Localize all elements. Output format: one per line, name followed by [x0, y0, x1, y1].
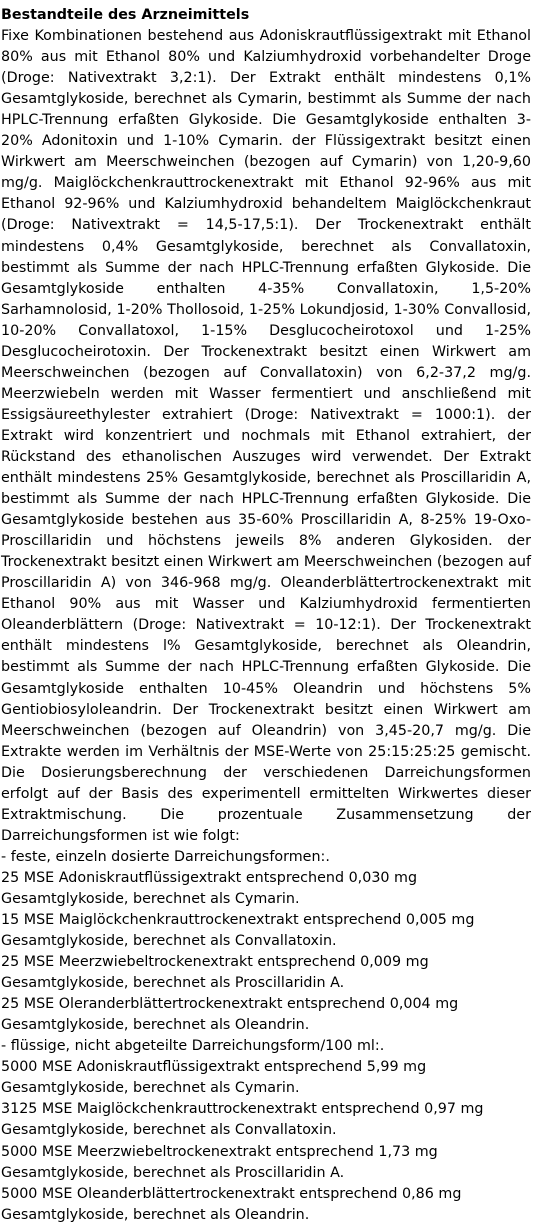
list-item: 15 MSE Maiglöckchenkrauttrockenextrakt entsprechend 0,005 mg Gesamtglykoside, berechnet als Convallatoxin. — [1, 912, 475, 950]
list-item: 5000 MSE Adoniskrautflüssigextrakt entsprechend 5,99 mg Gesamtglykoside, berechnet als Cymarin. — [1, 1059, 427, 1097]
list-item: 5000 MSE Oleanderblättertrockenextrakt entsprechend 0,86 mg Gesamtglykoside, berechnet als Oleandrin. — [1, 1185, 462, 1223]
list-item: 3125 MSE Maiglöckchenkrauttrockenextrakt entsprechend 0,97 mg Gesamtglykoside, berechnet als Convallatoxin. — [1, 1101, 484, 1139]
list-item: 25 MSE Oleranderblättertrockenextrakt entsprechend 0,004 mg Gesamtglykoside, berechnet als Oleandrin. — [1, 996, 459, 1034]
liquid-form-heading: - flüssige, nicht abgeteilte Darreichungsform/100 ml:. — [1, 1038, 385, 1055]
composition-paragraph: Fixe Kombinationen bestehend aus Adoniskrautflüssigextrakt mit Ethanol 80% aus mit Ethanol 80% und Kalziumhydroxid vorbehandelter Droge (Droge: Nativextrakt 3,2:1). Der Extrakt enthält mindestens 0,1% Gesamtglykoside, berechnet als Cymarin, bestimmt als Summe der nach HPLC-Trennung erfaßten Glykoside. Die Gesamtglykoside enthalten 3-20% Adonitoxin und 1-10% Cymarin. der Flüssigextrakt besitzt einen Wirkwert am Meerschweinchen (bezogen auf Cymarin) von 1,20-9,60 mg/g. Maiglöckchenkrauttrockenextrakt mit Ethanol 92-96% aus mit Ethanol 92-96% und Kalziumhydroxid behandeltem Maiglöckchenkraut (Droge: Nativextrakt = 14,5-17,5:1). Der Trockenextrakt enthält mindestens 0,4% Gesamtglykoside, berechnet als Convallatoxin, bestimmt als Summe der nach HPLC-Trennung erfaßten Glykoside. Die Gesamtglykoside enthalten 4-35% Convallatoxin, 1,5-20% Sarhamnolosid, 1-20% Thollosoid, 1-25% Lokundjosid, 1-30% Convallosid, 10-20% Convallatoxol, 1-15% Desglucocheirotoxol und 1-25% Desglucocheirotoxin. Der Trockenextrakt besitzt einen Wirkwert am Meerschweinchen (bezogen auf Convallatoxin) von 6,2-37,2 mg/g. Meerzwiebeln werden mit Wasser fermentiert und anschließend mit Essigsäureethylester extrahiert (Droge: Nativextrakt = 1000:1). der Extrakt wird konzentriert und nochmals mit Ethanol extrahiert, der Rückstand des ethanolischen Auszuges wird verwendet. Der Extrakt enthält mindestens 25% Gesamtglykoside, berechnet als Proscillaridin A, bestimmt als Summe der nach HPLC-Trennung erfaßten Glykoside. Die Gesamtglykoside bestehen aus 35-60% Proscillaridin A, 8-25% 19-Oxo-Proscillaridin und höchstens jeweils 8% anderen Glykosiden. der Trockenextrakt besitzt einen Wirkwert am Meerschweinchen (bezogen auf Proscillaridin A) von 346-968 mg/g. Oleanderblättertrockenextrakt mit Ethanol 90% aus mit Wasser und Kalziumhydroxid fermentierten Oleanderblättern (Droge: Nativextrakt = 10-12:1). Der Trockenextrakt enthält mindestens l% Gesamtglykoside, berechnet als Oleandrin, bestimmt als Summe der nach HPLC-Trennung erfaßten Glykoside. Die Gesamtglykoside enthalten 10-45% Oleandrin und höchstens 5% Gentiobiosyloleandrin. Der Trockenextrakt besitzt einen Wirkwert am Meerschweinchen (bezogen auf Oleandrin) von 3,45-20,7 mg/g. Die Extrakte werden im Verhältnis der MSE-Werte von 25:15:25:25 gemischt. Die Dosierungsberechnung der verschiedenen Darreichungsformen erfolgt auf der Basis des experimentell ermittelten Wirkwertes dieser Extraktmischung. Die prozentuale Zusammensetzung der Darreichungsformen ist wie folgt: — [1, 28, 531, 844]
list-item: 25 MSE Adoniskrautflüssigextrakt entsprechend 0,030 mg Gesamtglykoside, berechnet als Cymarin. — [1, 869, 418, 907]
solid-forms-heading: - feste, einzeln dosierte Darreichungsformen:. — [1, 848, 330, 865]
list-item: 5000 MSE Meerzwiebeltrockenextrakt entsprechend 1,73 mg Gesamtglykoside, berechnet als Proscillaridin A. — [1, 1143, 438, 1181]
section-heading: Bestandteile des Arzneimittels — [1, 7, 250, 23]
dosage-list — [1, 847, 531, 1226]
list-item: 25 MSE Meerzwiebeltrockenextrakt entsprechend 0,009 mg Gesamtglykoside, berechnet als Proscillaridin A. — [1, 954, 429, 992]
